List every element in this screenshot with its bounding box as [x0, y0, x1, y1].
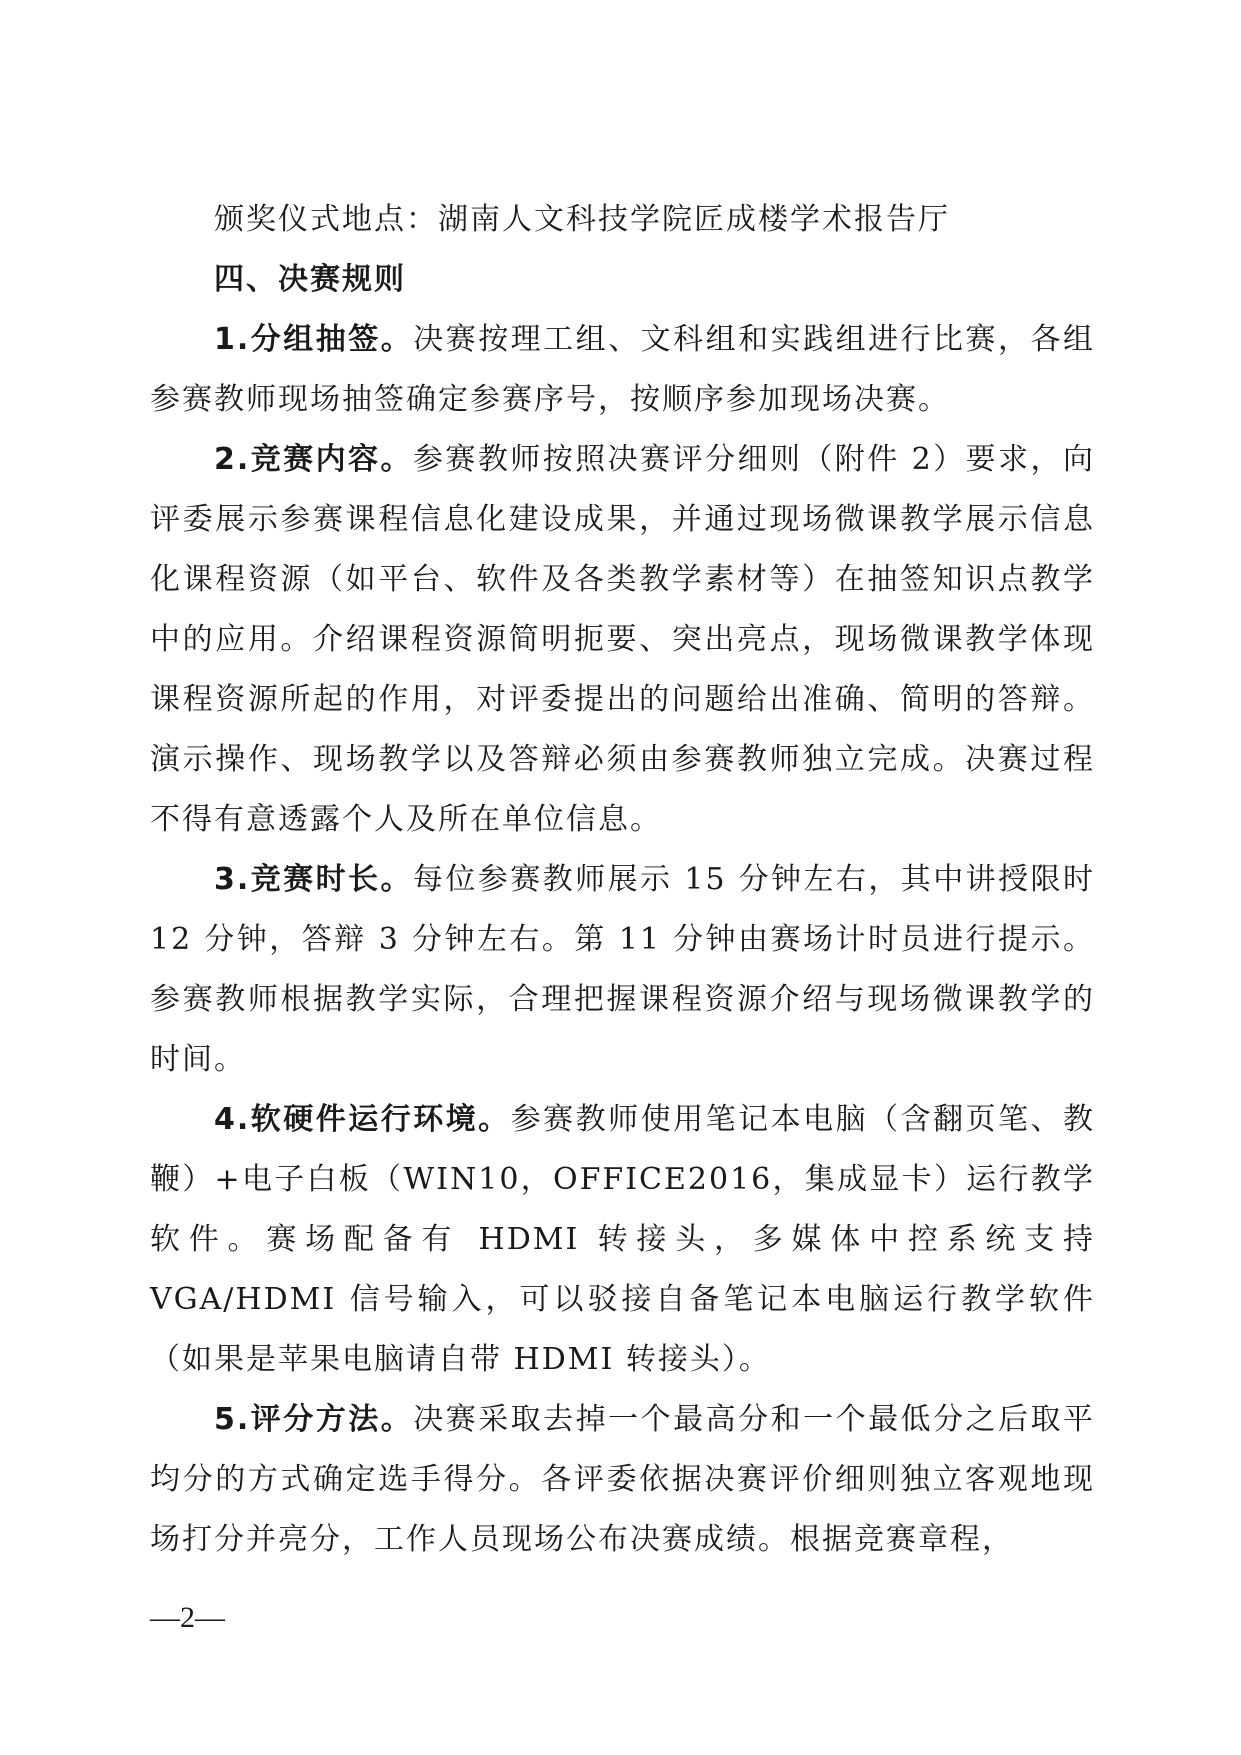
page-number: —2—	[150, 1601, 225, 1634]
rule-item-1	[150, 310, 1095, 430]
rule-item-3-lead: 3.竞赛时长。	[214, 862, 413, 897]
rule-item-4	[150, 1090, 1095, 1390]
rule-item-2	[150, 430, 1095, 850]
document-body	[150, 190, 1095, 1570]
rule-item-5-body: 决赛采取去掉一个最高分和一个最低分之后取平均分的方式确定选手得分。各评委依据决赛评价细则独立客观地现场打分并亮分，工作人员现场公布决赛成绩。根据竞赛章程，	[150, 1402, 1096, 1557]
rule-item-2-lead: 2.竞赛内容。	[214, 442, 413, 477]
rule-item-5-lead: 5.评分方法。	[214, 1402, 414, 1437]
rule-item-1-body: 决赛按理工组、文科组和实践组进行比赛，各组参赛教师现场抽签确定参赛序号，按顺序参加现场决赛。	[150, 322, 1096, 417]
rule-item-3	[150, 850, 1095, 1090]
rule-item-4-lead: 4.软硬件运行环境。	[214, 1102, 511, 1137]
rule-item-2-body: 参赛教师按照决赛评分细则（附件 2）要求，向评委展示参赛课程信息化建设成果，并通过现场微课教学展示信息化课程资源（如平台、软件及各类教学素材等）在抽签知识点教学中的应用。介绍课程资源简明扼要、突出亮点，现场微课教学体现课程资源所起的作用，对评委提出的问题给出准确、简明的答辩。演示操作、现场教学以及答辩必须由参赛教师独立完成。决赛过程不得有意透露个人及所在单位信息。	[150, 442, 1095, 837]
rule-item-3-body: 每位参赛教师展示 15 分钟左右，其中讲授限时 12 分钟，答辩 3 分钟左右。第 11 分钟由赛场计时员进行提示。参赛教师根据教学实际，合理把握课程资源介绍与现场微课教学的时间。	[150, 862, 1095, 1077]
rule-item-1-lead: 1.分组抽签。	[214, 322, 414, 357]
rule-item-4-body: 参赛教师使用笔记本电脑（含翻页笔、教鞭）+电子白板（WIN10，OFFICE2016，集成显卡）运行教学软件。赛场配备有 HDMI 转接头，多媒体中控系统支持 VGA/HDMI 信号输入，可以驳接自备笔记本电脑运行教学软件（如果是苹果电脑请自带 HDMI 转接头）。	[150, 1102, 1096, 1377]
ceremony-location-line: 颁奖仪式地点：湖南人文科技学院匠成楼学术报告厅	[214, 202, 950, 237]
rule-item-5	[150, 1390, 1095, 1570]
section-heading: 四、决赛规则	[214, 262, 406, 297]
